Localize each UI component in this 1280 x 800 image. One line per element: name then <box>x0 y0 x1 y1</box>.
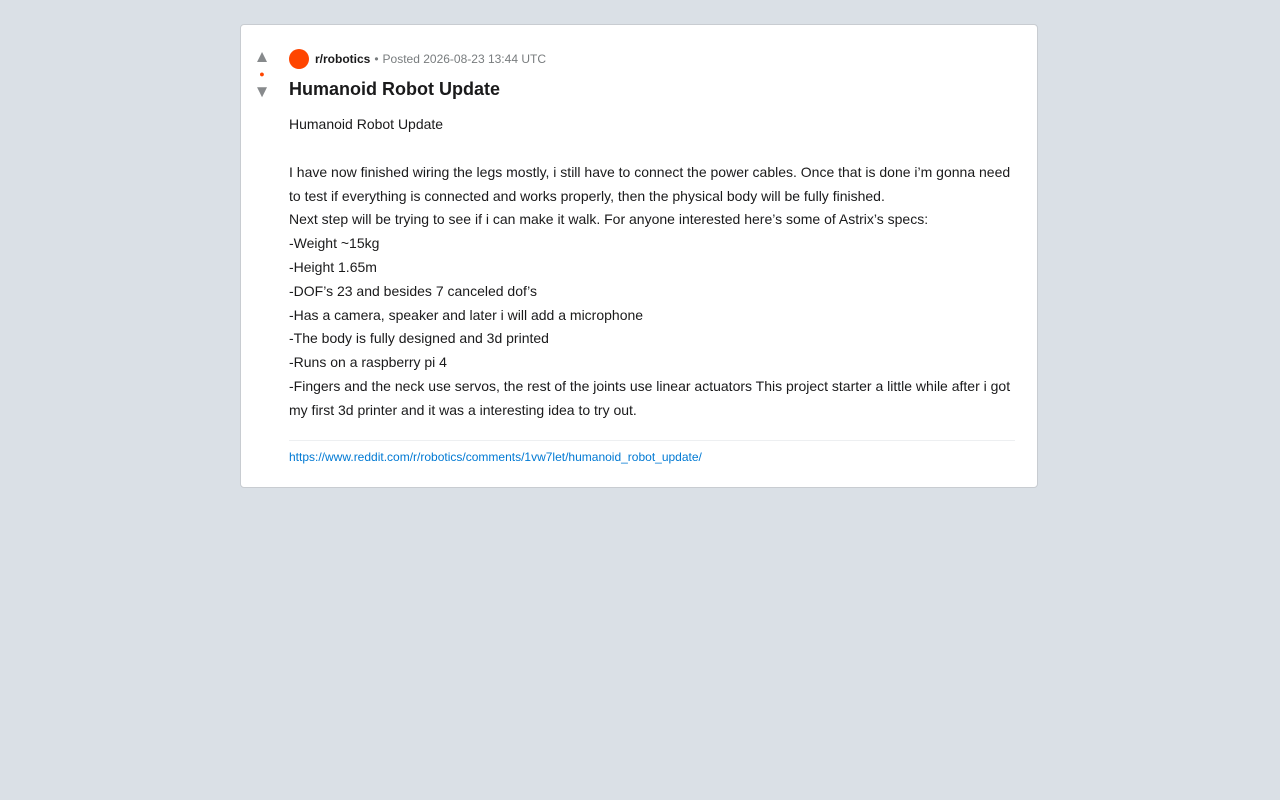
subreddit-link[interactable]: r/robotics <box>315 52 371 66</box>
meta-separator: • <box>374 52 379 66</box>
spec-item: -Height 1.65m <box>289 258 377 275</box>
post-content <box>289 49 1015 464</box>
upvote-icon[interactable]: ▲ <box>253 47 271 66</box>
spec-item: -Weight ~15kg <box>289 235 380 252</box>
spec-item: -Fingers and the neck use servos, the rest of the joints use linear actuators This project starter a little while after i got my first 3d printer and it was a interesting idea to try out. <box>289 377 1011 418</box>
post-url-link[interactable]: https://www.reddit.com/r/robotics/comments/1vw7let/humanoid_robot_update/ <box>289 449 702 464</box>
vote-column <box>241 47 283 101</box>
post-title[interactable]: Humanoid Robot Update <box>289 79 500 99</box>
post-body <box>289 113 1015 423</box>
subreddit-avatar[interactable] <box>289 49 309 69</box>
body-spacer <box>289 137 1015 161</box>
spec-item: -DOF’s 23 and besides 7 canceled dof’s <box>289 282 537 299</box>
body-paragraph: Next step will be trying to see if i can make it walk. For anyone interested here’s some of Astrix’s specs: <box>289 211 929 228</box>
spec-item: -Has a camera, speaker and later i will add a microphone <box>289 306 644 323</box>
downvote-icon[interactable]: ▼ <box>253 82 271 101</box>
post-footer <box>289 440 1015 464</box>
body-paragraph: I have now finished wiring the legs mostly, i still have to connect the power cables. Once that is done i’m gonna need to test if everything is connected and works properly, then the physical body will be fully finished. <box>289 163 1011 204</box>
body-heading: Humanoid Robot Update <box>289 116 444 132</box>
score-indicator: ● <box>259 69 265 79</box>
post-meta <box>289 49 1015 69</box>
spec-item: -Runs on a raspberry pi 4 <box>289 354 447 371</box>
post-card <box>240 24 1038 488</box>
posted-timestamp: Posted 2026-08-23 13:44 UTC <box>382 52 546 66</box>
spec-item: -The body is fully designed and 3d printed <box>289 330 549 347</box>
